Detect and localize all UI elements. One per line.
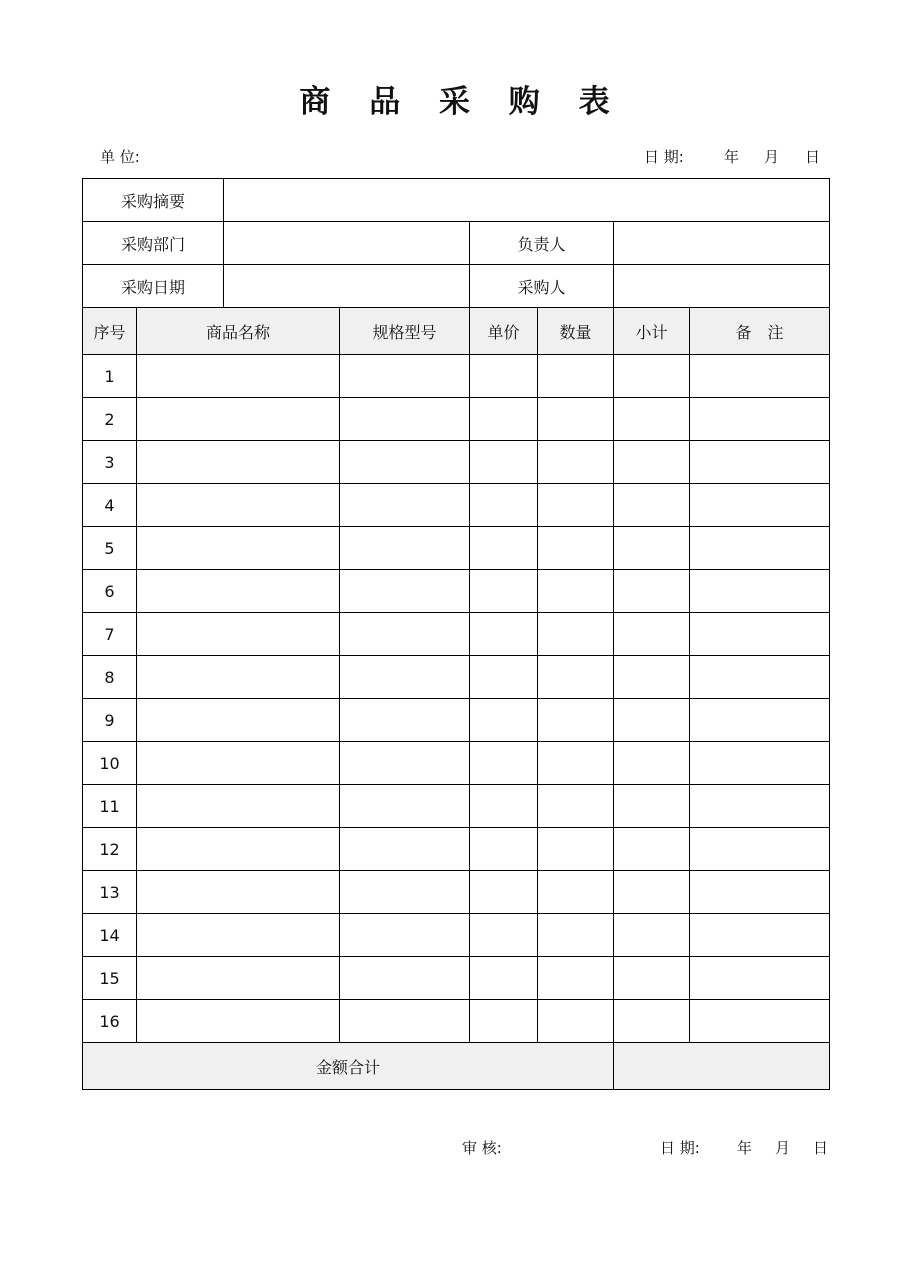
- row-subtotal-cell[interactable]: [614, 355, 690, 398]
- purchase-date-label: 采购日期: [83, 265, 224, 308]
- total-value[interactable]: [614, 1043, 830, 1090]
- table-row: [83, 570, 830, 613]
- row-price-cell[interactable]: [470, 742, 538, 785]
- row-spec-cell[interactable]: [340, 355, 470, 398]
- column-header-qty: 数量: [538, 308, 614, 355]
- row-notes-cell[interactable]: [690, 785, 830, 828]
- row-qty-cell[interactable]: [538, 828, 614, 871]
- row-qty-cell[interactable]: [538, 699, 614, 742]
- row-qty-cell[interactable]: [538, 355, 614, 398]
- row-price-cell[interactable]: [470, 398, 538, 441]
- row-notes-cell[interactable]: [690, 699, 830, 742]
- year-label: 年: [724, 148, 740, 166]
- row-price-cell[interactable]: [470, 957, 538, 1000]
- row-name-cell[interactable]: [137, 441, 340, 484]
- row-notes-cell[interactable]: [690, 656, 830, 699]
- row-qty-cell[interactable]: [538, 914, 614, 957]
- bottom-year-label: 年: [737, 1139, 753, 1157]
- row-spec-cell[interactable]: [340, 785, 470, 828]
- row-subtotal-cell[interactable]: [614, 785, 690, 828]
- date-row: [83, 265, 830, 308]
- row-spec-cell[interactable]: [340, 742, 470, 785]
- purchase-date-field[interactable]: [224, 265, 470, 308]
- row-spec-cell[interactable]: [340, 828, 470, 871]
- row-notes-cell[interactable]: [690, 441, 830, 484]
- row-subtotal-cell[interactable]: [614, 828, 690, 871]
- row-price-cell[interactable]: [470, 527, 538, 570]
- row-spec-cell[interactable]: [340, 484, 470, 527]
- row-index: 16: [83, 1000, 137, 1043]
- row-name-cell[interactable]: [137, 398, 340, 441]
- row-index: 3: [83, 441, 137, 484]
- date-label: 日 期:: [644, 148, 684, 166]
- table-row: [83, 613, 830, 656]
- summary-field[interactable]: [224, 179, 830, 222]
- row-qty-cell[interactable]: [538, 570, 614, 613]
- row-index: 8: [83, 656, 137, 699]
- row-subtotal-cell[interactable]: [614, 398, 690, 441]
- row-qty-cell[interactable]: [538, 871, 614, 914]
- row-index: 13: [83, 871, 137, 914]
- row-price-cell[interactable]: [470, 570, 538, 613]
- dept-row: [83, 222, 830, 265]
- row-price-cell[interactable]: [470, 828, 538, 871]
- column-header-name: 商品名称: [137, 308, 340, 355]
- row-qty-cell[interactable]: [538, 613, 614, 656]
- row-notes-cell[interactable]: [690, 570, 830, 613]
- row-name-cell[interactable]: [137, 871, 340, 914]
- row-spec-cell[interactable]: [340, 613, 470, 656]
- total-label: 金额合计: [83, 1043, 614, 1090]
- column-header-subtotal: 小计: [614, 308, 690, 355]
- row-notes-cell[interactable]: [690, 828, 830, 871]
- column-header-spec: 规格型号: [340, 308, 470, 355]
- bottom-month-label: 月: [775, 1139, 791, 1157]
- total-row: [83, 1043, 830, 1090]
- row-price-cell[interactable]: [470, 871, 538, 914]
- dept-label: 采购部门: [83, 222, 224, 265]
- row-spec-cell[interactable]: [340, 871, 470, 914]
- row-spec-cell[interactable]: [340, 957, 470, 1000]
- row-subtotal-cell[interactable]: [614, 570, 690, 613]
- table-row: [83, 914, 830, 957]
- column-header-row: [83, 308, 830, 355]
- row-spec-cell[interactable]: [340, 656, 470, 699]
- table-row: [83, 699, 830, 742]
- row-name-cell[interactable]: [137, 484, 340, 527]
- row-name-cell[interactable]: [137, 828, 340, 871]
- column-header-index: 序号: [83, 308, 137, 355]
- row-name-cell[interactable]: [137, 742, 340, 785]
- row-notes-cell[interactable]: [690, 742, 830, 785]
- row-qty-cell[interactable]: [538, 785, 614, 828]
- row-index: 14: [83, 914, 137, 957]
- row-name-cell[interactable]: [137, 785, 340, 828]
- page-title: 商 品 采 购 表: [299, 84, 624, 120]
- table-row: [83, 742, 830, 785]
- row-name-cell[interactable]: [137, 570, 340, 613]
- row-name-cell[interactable]: [137, 656, 340, 699]
- row-spec-cell[interactable]: [340, 699, 470, 742]
- dept-field[interactable]: [224, 222, 470, 265]
- row-subtotal-cell[interactable]: [614, 656, 690, 699]
- row-spec-cell[interactable]: [340, 570, 470, 613]
- table-row: [83, 441, 830, 484]
- table-row: [83, 1000, 830, 1043]
- owner-label: 负责人: [470, 222, 614, 265]
- row-qty-cell[interactable]: [538, 957, 614, 1000]
- row-price-cell[interactable]: [470, 914, 538, 957]
- unit-label: 单 位:: [100, 148, 140, 166]
- row-qty-cell[interactable]: [538, 527, 614, 570]
- row-index: 9: [83, 699, 137, 742]
- row-index: 6: [83, 570, 137, 613]
- table-row: [83, 484, 830, 527]
- row-index: 5: [83, 527, 137, 570]
- table-row: [83, 656, 830, 699]
- row-index: 4: [83, 484, 137, 527]
- row-index: 15: [83, 957, 137, 1000]
- row-qty-cell[interactable]: [538, 742, 614, 785]
- row-notes-cell[interactable]: [690, 1000, 830, 1043]
- summary-row: [83, 179, 830, 222]
- row-price-cell[interactable]: [470, 613, 538, 656]
- row-qty-cell[interactable]: [538, 441, 614, 484]
- row-qty-cell[interactable]: [538, 1000, 614, 1043]
- row-name-cell[interactable]: [137, 699, 340, 742]
- table-row: [83, 785, 830, 828]
- owner-field[interactable]: [614, 222, 830, 265]
- row-qty-cell[interactable]: [538, 656, 614, 699]
- table-row: [83, 957, 830, 1000]
- row-spec-cell[interactable]: [340, 398, 470, 441]
- row-price-cell[interactable]: [470, 699, 538, 742]
- row-price-cell[interactable]: [470, 484, 538, 527]
- row-notes-cell[interactable]: [690, 355, 830, 398]
- row-price-cell[interactable]: [470, 441, 538, 484]
- row-subtotal-cell[interactable]: [614, 742, 690, 785]
- table-row: [83, 828, 830, 871]
- buyer-field[interactable]: [614, 265, 830, 308]
- row-notes-cell[interactable]: [690, 484, 830, 527]
- row-qty-cell[interactable]: [538, 484, 614, 527]
- row-name-cell[interactable]: [137, 957, 340, 1000]
- table-row: [83, 527, 830, 570]
- row-index: 11: [83, 785, 137, 828]
- row-subtotal-cell[interactable]: [614, 957, 690, 1000]
- row-subtotal-cell[interactable]: [614, 914, 690, 957]
- row-subtotal-cell[interactable]: [614, 441, 690, 484]
- row-notes-cell[interactable]: [690, 398, 830, 441]
- row-name-cell[interactable]: [137, 527, 340, 570]
- row-name-cell[interactable]: [137, 355, 340, 398]
- row-subtotal-cell[interactable]: [614, 527, 690, 570]
- row-spec-cell[interactable]: [340, 1000, 470, 1043]
- table-row: [83, 355, 830, 398]
- review-label: 审 核:: [462, 1139, 502, 1157]
- row-spec-cell[interactable]: [340, 527, 470, 570]
- purchase-table: [82, 178, 830, 1090]
- row-notes-cell[interactable]: [690, 527, 830, 570]
- month-label: 月: [764, 148, 780, 166]
- row-notes-cell[interactable]: [690, 871, 830, 914]
- table-row: [83, 398, 830, 441]
- row-notes-cell[interactable]: [690, 957, 830, 1000]
- column-header-price: 单价: [470, 308, 538, 355]
- day-label: 日: [805, 148, 821, 166]
- row-spec-cell[interactable]: [340, 914, 470, 957]
- row-subtotal-cell[interactable]: [614, 484, 690, 527]
- row-price-cell[interactable]: [470, 785, 538, 828]
- buyer-label: 采购人: [470, 265, 614, 308]
- row-price-cell[interactable]: [470, 1000, 538, 1043]
- row-index: 10: [83, 742, 137, 785]
- row-subtotal-cell[interactable]: [614, 613, 690, 656]
- row-qty-cell[interactable]: [538, 398, 614, 441]
- row-price-cell[interactable]: [470, 656, 538, 699]
- row-index: 1: [83, 355, 137, 398]
- row-notes-cell[interactable]: [690, 914, 830, 957]
- row-index: 7: [83, 613, 137, 656]
- row-price-cell[interactable]: [470, 355, 538, 398]
- row-subtotal-cell[interactable]: [614, 699, 690, 742]
- row-index: 12: [83, 828, 137, 871]
- row-name-cell[interactable]: [137, 613, 340, 656]
- row-spec-cell[interactable]: [340, 441, 470, 484]
- bottom-date-label: 日 期:: [660, 1139, 700, 1157]
- row-name-cell[interactable]: [137, 1000, 340, 1043]
- row-name-cell[interactable]: [137, 914, 340, 957]
- bottom-day-label: 日: [813, 1139, 829, 1157]
- row-notes-cell[interactable]: [690, 613, 830, 656]
- column-header-notes: 备 注: [690, 308, 830, 355]
- table-row: [83, 871, 830, 914]
- row-index: 2: [83, 398, 137, 441]
- row-subtotal-cell[interactable]: [614, 871, 690, 914]
- row-subtotal-cell[interactable]: [614, 1000, 690, 1043]
- summary-label: 采购摘要: [83, 179, 224, 222]
